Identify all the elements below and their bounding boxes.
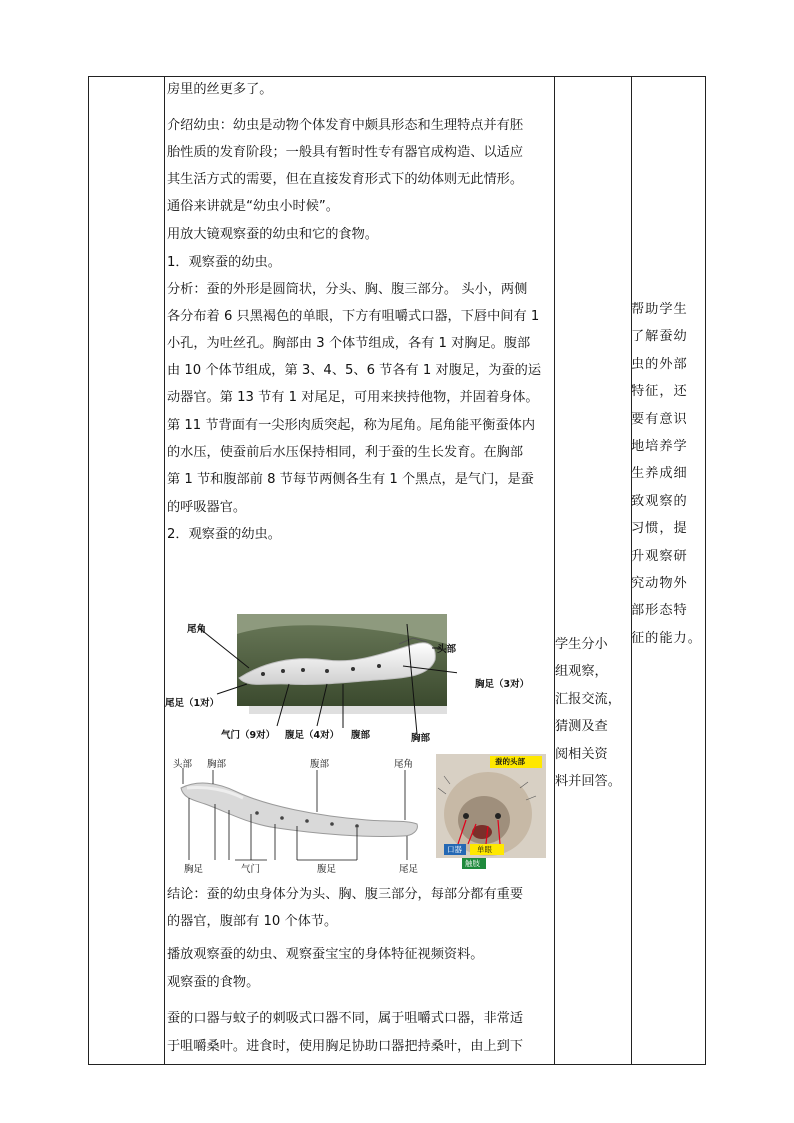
label-thorax: 胸部 bbox=[411, 733, 431, 744]
label-tail-horn: 尾角 bbox=[394, 759, 414, 770]
design-intent-column bbox=[631, 296, 703, 652]
silkworm-photo-image bbox=[167, 614, 457, 744]
design-intent-line: 特征，还 bbox=[631, 384, 688, 400]
student-activity-column bbox=[555, 631, 627, 795]
paragraph-line: 的器官，腹部有 10 个体节。 bbox=[167, 914, 338, 929]
label-spiracles: 气门（9对） bbox=[221, 730, 276, 741]
label-thoracic-leg: 胸足 bbox=[184, 864, 204, 875]
label-thorax: 胸部 bbox=[207, 759, 227, 770]
design-intent-line: 部形态特 bbox=[631, 603, 688, 619]
design-intent-line: 生养成细 bbox=[631, 466, 688, 482]
student-activity-line: 猜测及查 bbox=[555, 719, 608, 735]
paragraph-line: 其生活方式的需要，但在直接发育形式下的幼体则无此情形。 bbox=[167, 172, 524, 187]
paragraph-line: 用放大镜观察蚕的幼虫和它的食物。 bbox=[167, 227, 378, 242]
design-intent-line: 了解蚕幼 bbox=[631, 329, 688, 345]
design-intent-line: 究动物外 bbox=[631, 576, 688, 592]
label-head-title: 蚕的头部 bbox=[495, 757, 525, 766]
label-head: 头部 bbox=[437, 644, 457, 655]
design-intent-line: 征的能力。 bbox=[631, 630, 702, 646]
silkworm-head-figure bbox=[436, 754, 546, 872]
label-mouthparts: 口器 bbox=[447, 845, 462, 854]
column-divider bbox=[554, 77, 555, 1064]
silkworm-diagram-image bbox=[167, 758, 432, 873]
paragraph-line: 由 10 个体节组成，第 3、4、5、6 节各有 1 对腹足，为蚕的运 bbox=[167, 363, 542, 378]
silkworm-photo-figure bbox=[165, 614, 530, 744]
paragraph-line: 的呼吸器官。 bbox=[167, 500, 247, 515]
label-thoracic-legs: 胸足（3对） bbox=[475, 679, 530, 690]
design-intent-line: 要有意识 bbox=[631, 411, 688, 427]
paragraph-line: 2．观察蚕的幼虫。 bbox=[167, 527, 281, 542]
label-tail-horn: 尾角 bbox=[187, 624, 207, 635]
paragraph-line: 各分布着 6 只黑褐色的单眼，下方有咀嚼式口器，下唇中间有 1 bbox=[167, 309, 540, 324]
paragraph-line: 1．观察蚕的幼虫。 bbox=[167, 255, 281, 270]
student-activity-line: 汇报交流， bbox=[555, 691, 621, 707]
paragraph-line: 房里的丝更多了。 bbox=[167, 82, 273, 97]
paragraph-line: 播放观察蚕的幼虫、观察蚕宝宝的身体特征视频资料。 bbox=[167, 947, 484, 962]
label-prolegs: 腹足（4对） bbox=[285, 730, 340, 741]
student-activity-line: 组观察， bbox=[555, 664, 608, 680]
column-divider bbox=[164, 77, 165, 1064]
paragraph-line: 动器官。第 13 节有 1 对尾足，可用来挟持他物，并固着身体。 bbox=[167, 390, 539, 405]
label-spiracle: 气门 bbox=[241, 864, 261, 875]
paragraph-line: 介绍幼虫：幼虫是动物个体发育中颇具形态和生理特点并有胚 bbox=[167, 118, 524, 133]
student-activity-line: 学生分小 bbox=[555, 637, 608, 652]
paragraph-line: 的水压，使蚕前后水压保持相同，利于蚕的生长发育。在胸部 bbox=[167, 445, 524, 460]
student-activity-line: 阅相关资 bbox=[555, 746, 608, 762]
label-head: 头部 bbox=[173, 759, 193, 770]
paragraph-line: 结论：蚕的幼虫身体分为头、胸、腹三部分，每部分都有重要 bbox=[167, 887, 524, 902]
label-abdomen: 腹部 bbox=[310, 759, 330, 770]
design-intent-line: 习惯，提 bbox=[631, 521, 688, 537]
label-anal-leg: 尾足 bbox=[399, 864, 419, 875]
label-proleg: 腹足 bbox=[317, 864, 337, 875]
paragraph-line: 分析：蚕的外形是圆筒状，分头、胸、腹三部分。 头小，两侧 bbox=[167, 282, 528, 297]
student-activity-line: 料并回答。 bbox=[555, 774, 621, 790]
paragraph-line: 于咀嚼桑叶。进食时，使用胸足协助口器把持桑叶，由上到下 bbox=[167, 1039, 524, 1054]
design-intent-line: 致观察的 bbox=[631, 493, 688, 509]
paragraph-line: 蚕的口器与蚊子的刺吸式口器不同，属于咀嚼式口器，非常适 bbox=[167, 1011, 524, 1026]
label-ocelli: 单眼 bbox=[477, 845, 492, 854]
paragraph-line: 胎性质的发育阶段；一般具有暂时性专有器官成构造、以适应 bbox=[167, 145, 524, 160]
paragraph-line: 观察蚕的食物。 bbox=[167, 975, 260, 990]
paragraph-line: 通俗来讲就是“幼虫小时候”。 bbox=[167, 199, 339, 214]
label-anal-legs: 尾足（1对） bbox=[165, 698, 220, 709]
paragraph-line: 小孔，为吐丝孔。胸部由 3 个体节组成，各有 1 对胸足。腹部 bbox=[167, 336, 531, 351]
label-abdomen: 腹部 bbox=[351, 730, 371, 741]
silkworm-diagram-figure bbox=[167, 758, 432, 873]
design-intent-line: 升观察研 bbox=[631, 548, 688, 564]
paragraph-line: 第 1 节和腹部前 8 节每节两侧各生有 1 个黑点，是气门，是蚕 bbox=[167, 472, 534, 487]
label-antennae: 触肢 bbox=[465, 859, 480, 868]
paragraph-line: 第 11 节背面有一尖形肉质突起，称为尾角。尾角能平衡蚕体内 bbox=[167, 418, 536, 433]
design-intent-line: 虫的外部 bbox=[631, 356, 688, 372]
design-intent-line: 帮助学生 bbox=[631, 302, 688, 317]
design-intent-line: 地培养学 bbox=[631, 439, 688, 455]
